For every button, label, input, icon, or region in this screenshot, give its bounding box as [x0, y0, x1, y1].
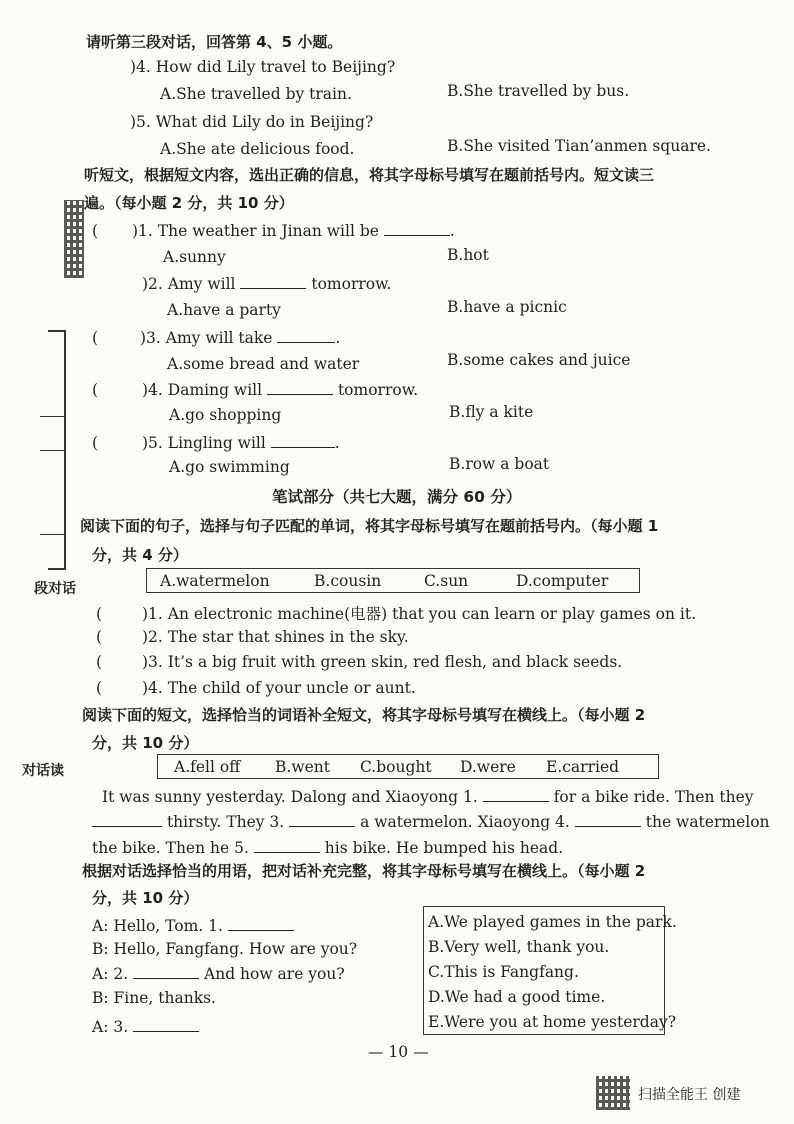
table-row: ( )4. The child of your uncle or aunt.: [96, 679, 416, 697]
word-option: C.bought: [360, 758, 432, 776]
answer-blank[interactable]: [384, 221, 450, 236]
item-text: The weather in Jinan will be: [157, 222, 379, 240]
footer-qr-icon: [596, 1076, 630, 1110]
answer-blank[interactable]: [133, 964, 199, 979]
item5-option-b: B.row a boat: [449, 455, 550, 473]
page-number: — 10 —: [368, 1043, 429, 1061]
passage-text: the bike. Then he 5.: [92, 839, 249, 857]
margin-tick: [40, 450, 64, 451]
word-option: B.went: [275, 758, 330, 776]
answer-blank[interactable]: [133, 1017, 199, 1032]
list-item: ( )5. Lingling will .: [92, 434, 340, 452]
item-num: )5.: [142, 434, 163, 452]
item2-option-a: A.have a party: [167, 301, 281, 319]
passage-line: [102, 787, 754, 806]
section2-instruction-2: 分，共 10 分）: [92, 734, 199, 752]
answer-blank[interactable]: [483, 787, 549, 802]
section2-instruction-1: 阅读下面的短文，选择恰当的词语补全短文，将其字母标号填写在横线上。（每小题 2: [82, 706, 646, 724]
dialog-line: [92, 964, 345, 983]
item2-option-b: B.have a picnic: [447, 298, 567, 316]
item4-option-b: B.fly a kite: [449, 403, 534, 421]
list-item: ( )1. The weather in Jinan will be .: [92, 222, 455, 240]
word-option: D.were: [460, 758, 516, 776]
item-num: )3.: [142, 653, 163, 671]
answer-blank[interactable]: [254, 838, 320, 853]
item-text: An electronic machine(电器) that you can learn or play games on it.: [167, 605, 696, 623]
item-num: )3.: [140, 329, 161, 347]
q4-option-a: A.She travelled by train.: [160, 85, 352, 103]
q4-option-b: B.She travelled by bus.: [447, 82, 630, 100]
table-row: ( )1. An electronic machine(电器) that you can learn or play games on it.: [96, 605, 696, 623]
q5-option-a: A.She ate delicious food.: [160, 140, 355, 158]
item5-option-a: A.go swimming: [169, 458, 290, 476]
dialog-text: A: Hello, Tom. 1.: [92, 917, 223, 935]
dialog-text: B: Fine, thanks.: [92, 989, 216, 1007]
item-text-end: tomorrow.: [337, 381, 419, 399]
answer-blank[interactable]: [240, 274, 306, 289]
q4-text: How did Lily travel to Beijing?: [155, 58, 396, 76]
word-option: A.fell off: [174, 758, 241, 776]
item-num: )1.: [132, 222, 153, 240]
margin-tick: [40, 416, 64, 417]
item-text-end: .: [335, 329, 341, 347]
word-option: C.sun: [424, 572, 469, 590]
passage-text: thirsty. They 3.: [166, 813, 285, 831]
dialog-text: A: 3.: [92, 1018, 129, 1036]
dialog-line: [92, 989, 216, 1007]
passage-text: the watermelon: [645, 813, 770, 831]
item-text: Lingling will: [167, 434, 266, 452]
margin-bracket-line: [64, 330, 66, 570]
dialog-option: E.Were you at home yesterday?: [428, 1013, 677, 1031]
item-text: The star that shines in the sky.: [167, 628, 409, 646]
section3-instruction-1: 根据对话选择恰当的用语，把对话补充完整，将其字母标号填写在横线上。（每小题 2: [82, 862, 646, 880]
written-part-title: 笔试部分（共七大题，满分 60 分）: [272, 488, 522, 506]
dialog-option: B.Very well, thank you.: [428, 938, 610, 956]
passage-instruction-2: 遍。（每小题 2 分，共 10 分）: [84, 194, 294, 212]
margin-bracket-top: [48, 330, 66, 332]
item-text-end: .: [334, 434, 340, 452]
word-option: E.carried: [546, 758, 620, 776]
passage-text: It was sunny yesterday. Dalong and Xiaoyong 1.: [102, 788, 478, 806]
margin-tick: [40, 534, 64, 535]
q5-text: What did Lily do in Beijing?: [155, 113, 374, 131]
answer-blank[interactable]: [277, 328, 335, 343]
margin-label: 对话读: [22, 763, 64, 779]
item-num: )1.: [142, 605, 163, 623]
item-num: )2.: [142, 628, 163, 646]
q5-question: [130, 113, 373, 131]
section1-instruction-2: 分，共 4 分）: [92, 546, 188, 564]
answer-blank[interactable]: [289, 812, 355, 827]
item-text-end: .: [449, 222, 455, 240]
footer-brand: 扫描全能王 创建: [638, 1087, 741, 1103]
list-item: ( )4. Daming will tomorrow.: [92, 381, 419, 399]
answer-blank[interactable]: [228, 916, 294, 931]
item-num: )4.: [142, 679, 163, 697]
dialog-text-end: And how are you?: [204, 965, 345, 983]
dialog-line: [92, 1017, 199, 1036]
section3-instruction-2: 分，共 10 分）: [92, 889, 199, 907]
item-text: Amy will: [167, 275, 236, 293]
margin-bracket-bottom: [48, 568, 66, 570]
item3-option-b: B.some cakes and juice: [447, 351, 631, 369]
item1-option-b: B.hot: [447, 246, 489, 264]
word-option: B.cousin: [314, 572, 382, 590]
item4-option-a: A.go shopping: [169, 406, 282, 424]
dialog-text: B: Hello, Fangfang. How are you?: [92, 940, 358, 958]
item3-option-a: A.some bread and water: [167, 355, 360, 373]
item-text: Daming will: [167, 381, 263, 399]
dialog-option: D.We had a good time.: [428, 988, 606, 1006]
word-option: A.watermelon: [160, 572, 270, 590]
passage-instruction-1: 听短文，根据短文内容，选出正确的信息，将其字母标号填写在题前括号内。短文读三: [84, 166, 655, 184]
section1-instruction-1: 阅读下面的句子，选择与句子匹配的单词，将其字母标号填写在题前括号内。（每小题 1: [80, 517, 659, 535]
item-num: )2.: [142, 275, 163, 293]
item-text: The child of your uncle or aunt.: [167, 679, 416, 697]
answer-blank[interactable]: [271, 433, 335, 448]
q4-num: )4.: [130, 58, 151, 76]
passage-line: [92, 812, 770, 831]
word-option: D.computer: [516, 572, 609, 590]
passage-text: a watermelon. Xiaoyong 4.: [360, 813, 570, 831]
dialog-line: [92, 916, 294, 935]
item-text-end: tomorrow.: [311, 275, 392, 293]
margin-label: 段对话: [34, 581, 76, 597]
item-text: It’s a big fruit with green skin, red flesh, and black seeds.: [167, 653, 623, 671]
table-row: ( )2. The star that shines in the sky.: [96, 628, 409, 646]
passage-text: for a bike ride. Then they: [553, 788, 754, 806]
answer-blank[interactable]: [575, 812, 641, 827]
list-item: ( )3. Amy will take .: [92, 329, 341, 347]
list-item: [92, 274, 391, 293]
item-num: )4.: [142, 381, 163, 399]
dialog3-header: 请听第三段对话，回答第 4、5 小题。: [86, 33, 343, 51]
item-text: Amy will take: [165, 329, 273, 347]
passage-line: [92, 838, 563, 857]
dialog-line: [92, 940, 357, 958]
passage-text: his bike. He bumped his head.: [324, 839, 564, 857]
item1-option-a: A.sunny: [163, 248, 226, 266]
q4-question: [130, 58, 395, 76]
q5-num: )5.: [130, 113, 151, 131]
margin-qr-strip: [64, 200, 84, 278]
dialog-option: C.This is Fangfang.: [428, 963, 579, 981]
table-row: ( )3. It’s a big fruit with green skin, red flesh, and black seeds.: [96, 653, 623, 671]
q5-option-b: B.She visited Tian’anmen square.: [447, 137, 711, 155]
answer-blank[interactable]: [267, 380, 333, 395]
answer-blank[interactable]: [92, 812, 162, 827]
dialog-text: A: 2.: [92, 965, 129, 983]
dialog-option: A.We played games in the park.: [428, 913, 677, 931]
